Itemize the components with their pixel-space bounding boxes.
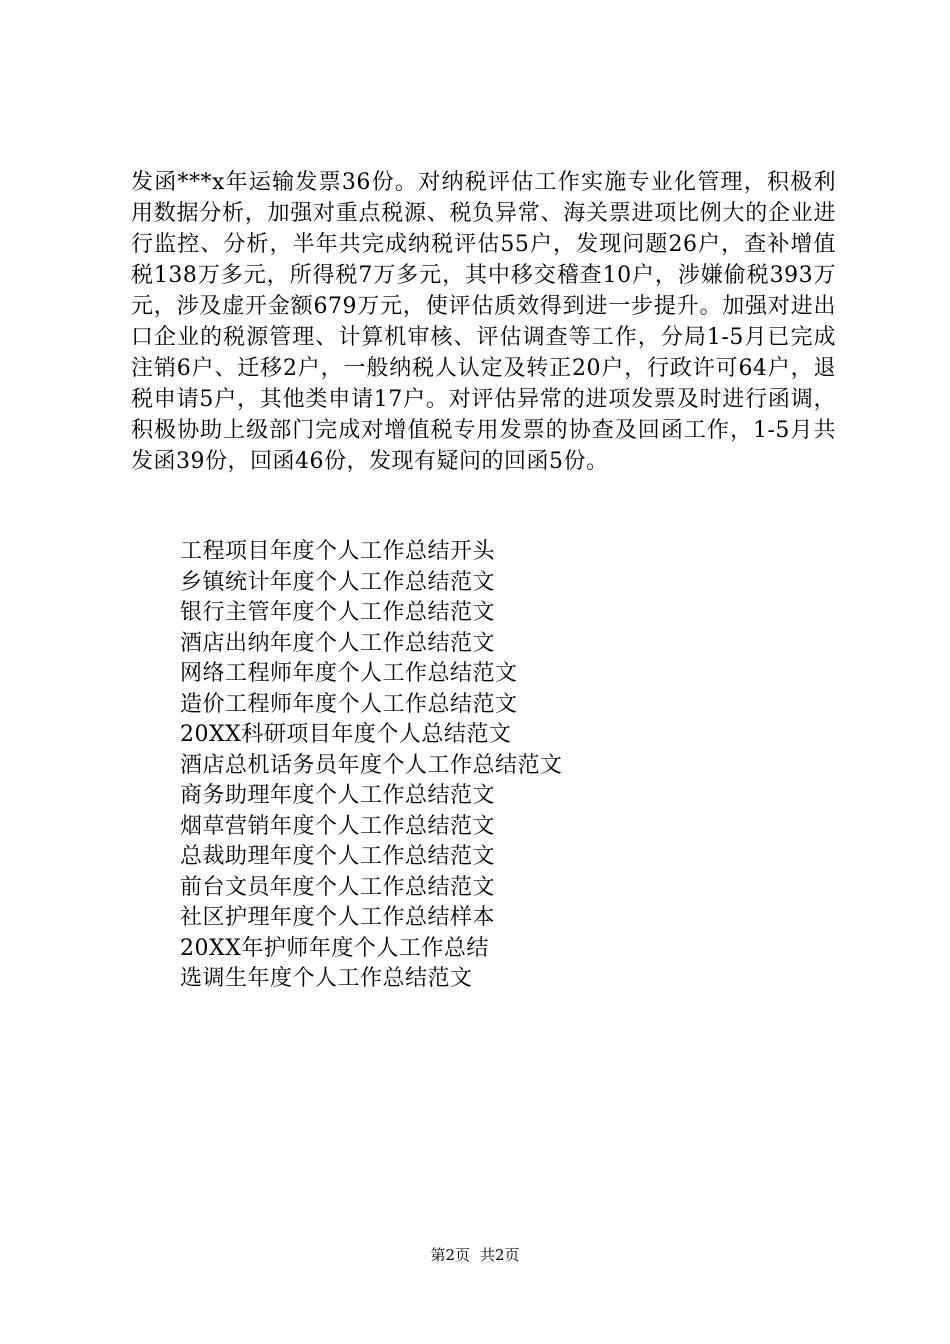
page-total: 共2页 [480, 1246, 520, 1264]
list-item[interactable]: 总裁助理年度个人工作总结范文 [180, 844, 496, 869]
list-item[interactable]: 工程项目年度个人工作总结开头 [180, 539, 496, 564]
page-number: 第2页 [430, 1246, 470, 1264]
list-item[interactable]: 前台文员年度个人工作总结范文 [180, 874, 496, 900]
page-footer [0, 1245, 950, 1265]
list-item[interactable]: 社区护理年度个人工作总结样本 [180, 905, 496, 930]
body-paragraph: 发函***x年运输发票36份。对纳税评估工作实施专业化管理，积极利用数据分析，加强对重点税源、税负异常、海关票进项比例大的企业进行监控、分析，半年共完成纳税评估55户，发现问题26户，查补增值税138万多元，所得税7万多元，其中移交稽查10户，涉嫌偷税393万元，涉及虚开金额679万元，使评估质效得到进一步提升。加强对进出口企业的税源管理、计算机审核、评估调查等工作，分局1-5月已完成注销6户、迁移2户，一般纳税人认定及转正20户，行政许可64户，退税申请5户，其他类申请17户。对评估异常的进项发票及时进行函调，积极协助上级部门完成对增值税专用发票的协查及回函工作，1-5月共发函39份，回函46份，发现有疑问的回函5份。 [131, 170, 836, 474]
list-item[interactable]: 造价工程师年度个人工作总结范文 [180, 691, 518, 717]
list-item[interactable]: 银行主管年度个人工作总结范文 [180, 600, 496, 625]
list-item[interactable]: 酒店总机话务员年度个人工作总结范文 [180, 752, 563, 778]
list-item[interactable]: 烟草营销年度个人工作总结范文 [180, 813, 496, 839]
list-item[interactable]: 乡镇统计年度个人工作总结范文 [180, 569, 496, 595]
list-item[interactable]: 20XX科研项目年度个人总结范文 [180, 722, 512, 747]
list-item[interactable]: 选调生年度个人工作总结范文 [180, 966, 473, 991]
list-item[interactable]: 网络工程师年度个人工作总结范文 [180, 661, 518, 686]
related-titles-list [180, 537, 820, 995]
list-item[interactable]: 商务助理年度个人工作总结范文 [180, 783, 496, 808]
list-item[interactable]: 酒店出纳年度个人工作总结范文 [180, 630, 496, 656]
list-item[interactable]: 20XX年护师年度个人工作总结 [180, 935, 489, 961]
